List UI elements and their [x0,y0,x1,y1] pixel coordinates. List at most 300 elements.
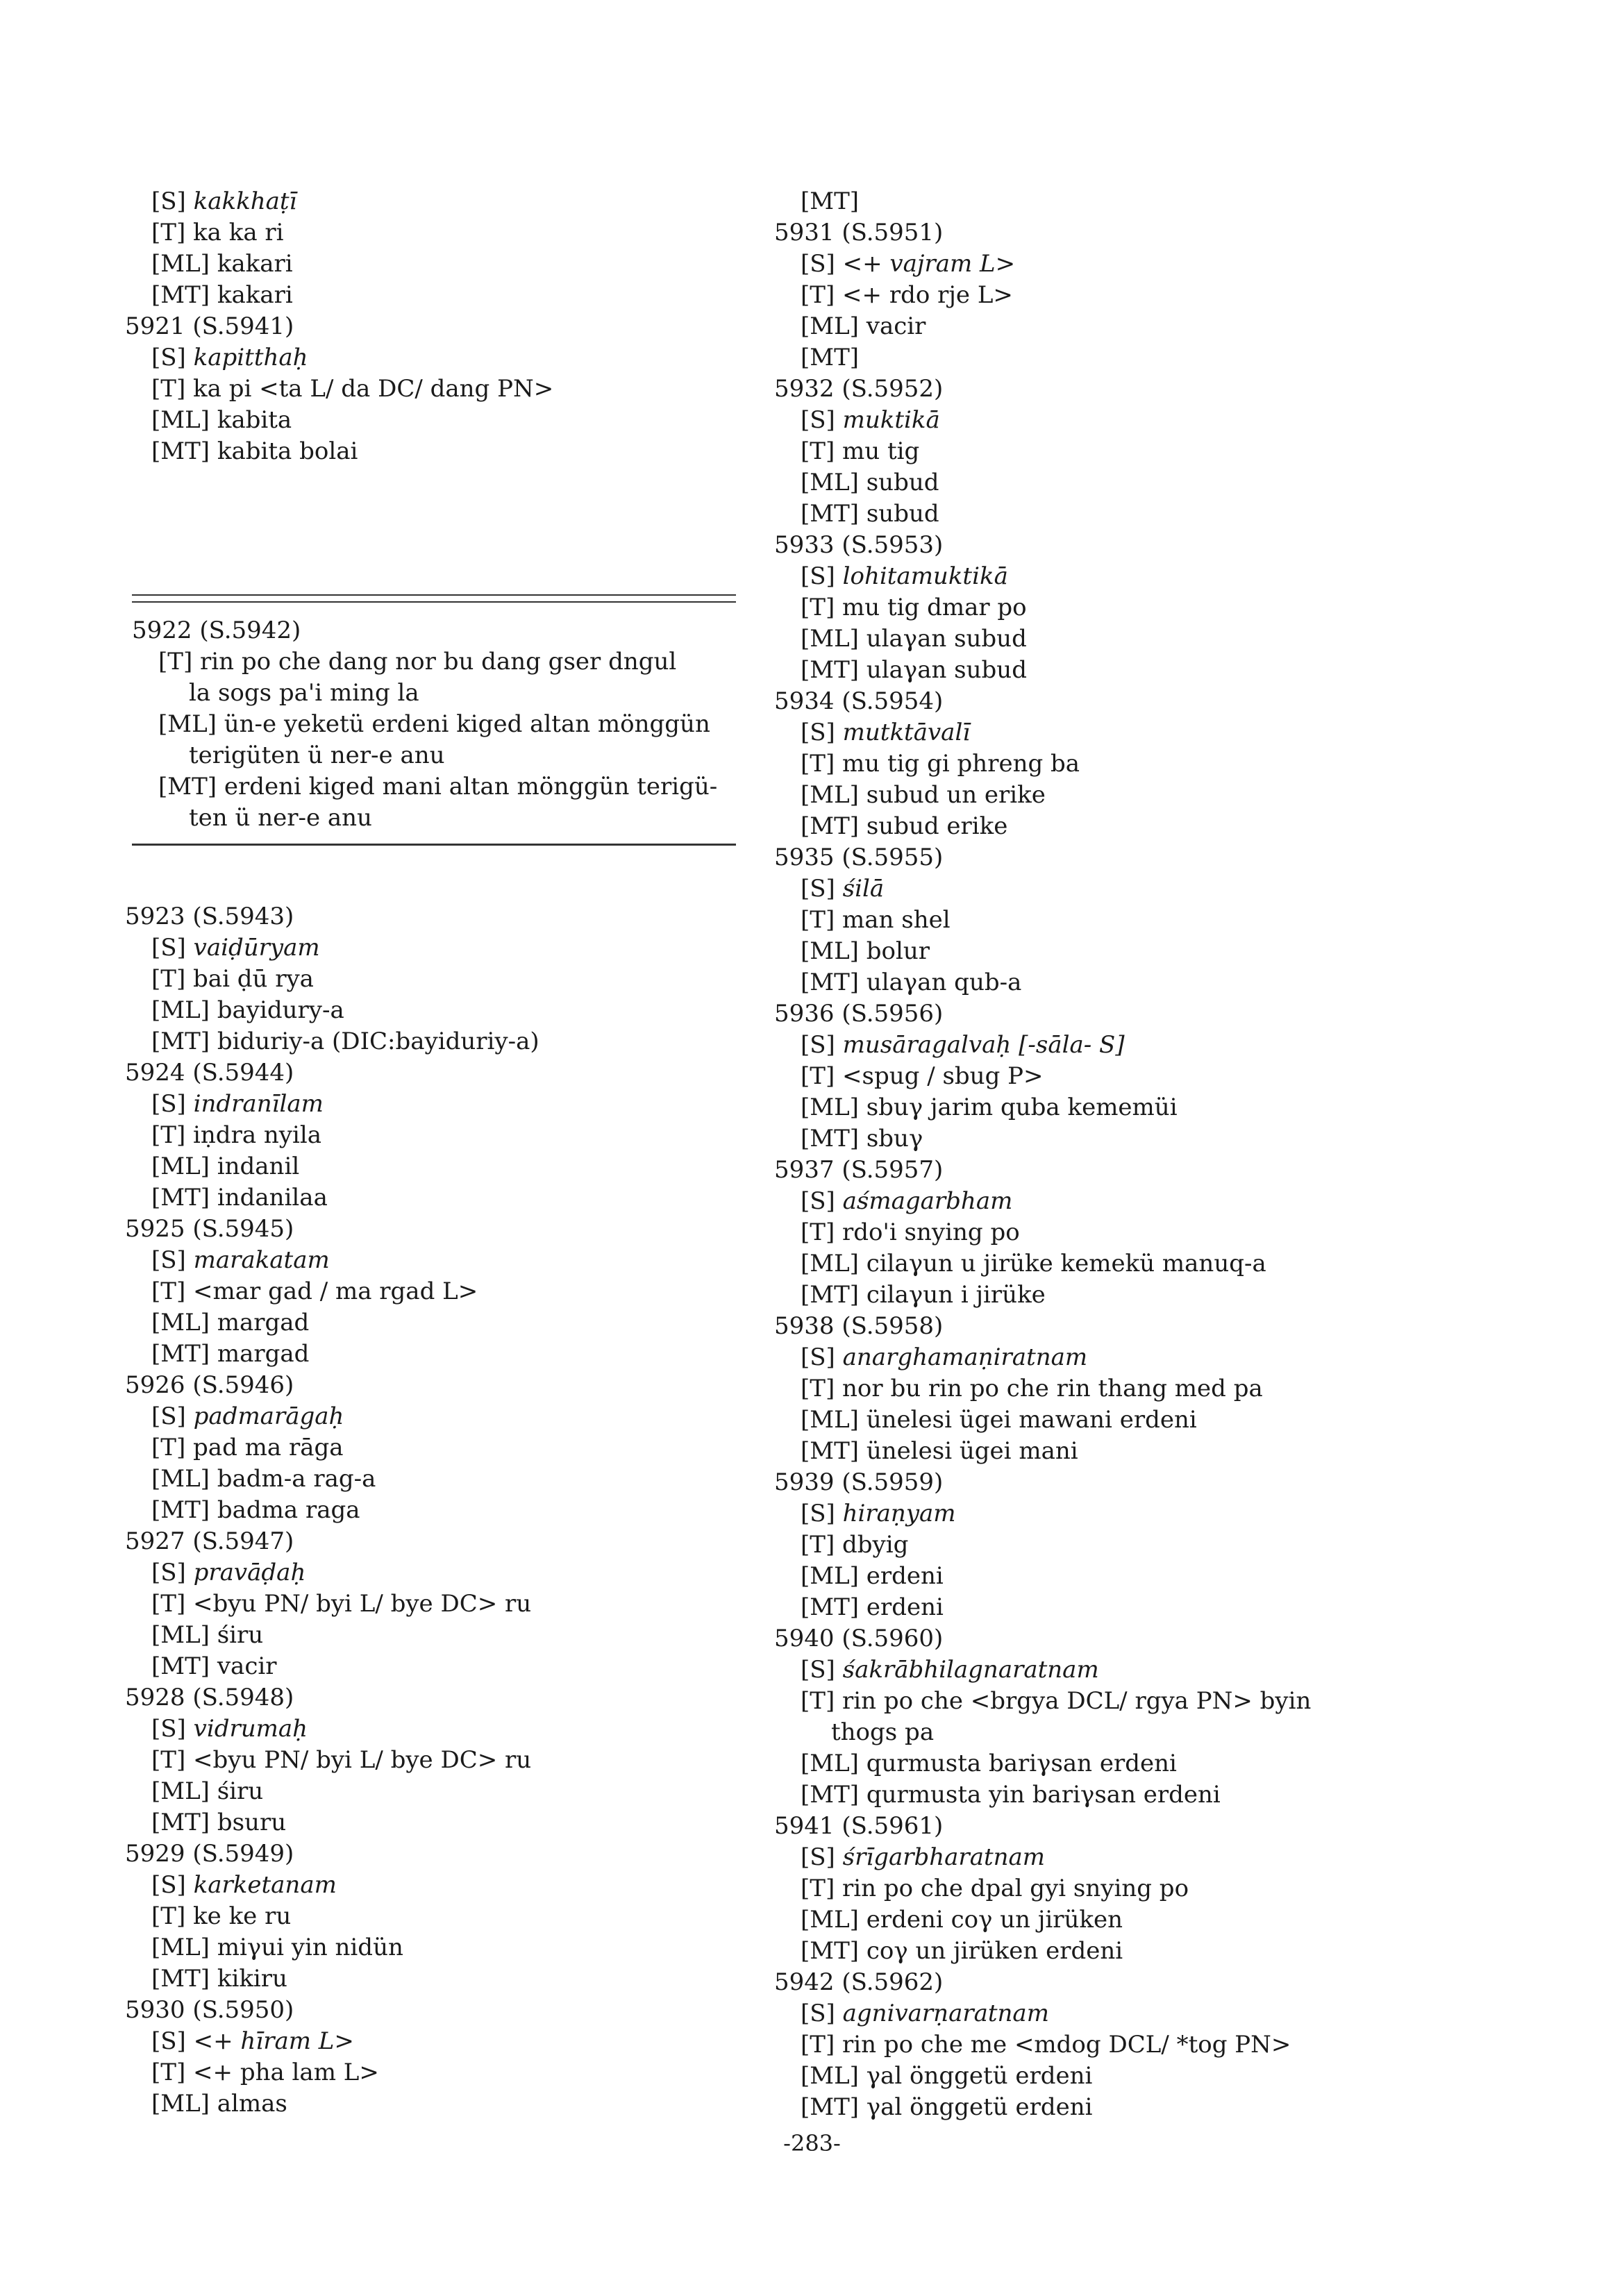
language-tag: [ML] [801,1750,859,1777]
language-tag: [S] [801,1500,835,1527]
entry-line [125,1120,736,1151]
language-tag: [S] [151,1090,186,1118]
entry-text: badm-a rag-a [217,1465,376,1493]
entry-line [774,1248,1468,1280]
entry-text: erdeni [866,1593,944,1621]
language-tag: [ML] [151,1465,210,1493]
language-tag: [ML] [151,406,210,434]
entry-text: <+ hīram L> [193,2027,354,2055]
entry-text: qurmusta yin bariγsan erdeni [866,1781,1221,1809]
language-tag: [ML] [801,937,859,965]
language-tag: [S] [801,1843,835,1871]
entry-text: (S.5961) [842,1812,944,1840]
language-tag: [ML] [151,1153,210,1180]
entry-text: rin po che me <mdog DCL/ *tog PN> [842,2031,1291,2059]
entry-text: terigüten ü ner-e anu [189,741,445,769]
entry-text: subud [866,469,939,496]
entry-text: iṇdra nyila [193,1121,322,1149]
language-tag: [ML] [801,625,859,653]
language-tag: [MT] [151,1809,210,1836]
entry-text: lohitamuktikā [842,562,1008,590]
entry-text: rin po che <brgya DCL/ rgya PN> byin [842,1687,1312,1715]
entry-line [774,748,1468,780]
entry-number: 5928 [125,1684,185,1711]
entry-text: śrīgarbharatnam [842,1843,1046,1871]
page-number: -283- [783,2130,841,2156]
entry-number: 5939 [774,1468,835,1496]
entry-text: (S.5952) [842,375,944,403]
entry-line [774,1280,1468,1311]
entry-text: ün-e yeketü erdeni kiged altan mönggün [224,710,710,738]
entry-text: hiraṇyam [842,1500,956,1527]
entry-text: (S.5948) [192,1684,294,1711]
entry-text: kapitthaḥ [193,344,308,371]
entry-line [774,1436,1468,1467]
language-tag: [S] [801,2000,835,2027]
entry-line [132,771,736,803]
language-tag: [S] [801,719,835,746]
language-tag: [T] [801,1062,835,1090]
language-tag: [ML] [801,1562,859,1590]
entry-line [125,1776,736,1807]
entry-line [774,717,1468,748]
entry-line [774,280,1468,311]
language-tag: [T] [801,1218,835,1246]
entry-text: almas [217,2090,287,2118]
entry-text: <+ pha lam L> [193,2059,379,2086]
entry-text: ünelesi ügei mani [866,1437,1078,1465]
entry-text: (S.5950) [192,1996,294,2024]
entry-text: cilaγun u jirüke kemekü manuq-a [866,1250,1266,1277]
language-tag: [S] [801,1187,835,1215]
entry-line [774,1561,1468,1592]
entry-number-line [125,1370,736,1401]
entry-text: (S.5957) [842,1156,944,1184]
language-tag: [S] [801,1343,835,1371]
entry-line [125,405,736,436]
entry-text: kabita bolai [217,437,358,465]
entry-text: anarghamaṇiratnam [842,1343,1088,1371]
entry-text: badma raga [217,1496,360,1524]
entry-line [774,1873,1468,1904]
entry-number-line [774,1811,1468,1842]
language-tag: [T] [801,1375,835,1402]
language-tag: [S] [151,1715,186,1743]
entry-line [125,1339,736,1370]
entry-text: γal önggetü erdeni [866,2062,1093,2090]
entry-number: 5929 [125,1840,185,1868]
entry-text: sbuγ [866,1125,923,1153]
entry-number-line [125,1526,736,1557]
entry-text: <mar gad / ma rgad L> [193,1277,478,1305]
entry-line [125,1901,736,1932]
language-tag: [MT] [151,1965,210,1993]
entry-text: marakatam [193,1246,330,1274]
entry-line [774,873,1468,905]
language-tag: [T] [151,1590,186,1618]
entry-number-line [774,374,1468,405]
left-column [125,186,736,2120]
entry-number-line [125,1057,736,1089]
entry-number: 5938 [774,1312,835,1340]
entry-text: erdeni coγ un jirüken [866,1906,1123,1934]
entry-line [774,1061,1468,1092]
language-tag: [T] [801,1875,835,1902]
entry-text: <+ rdo rje L> [842,281,1013,309]
language-tag: [S] [151,1402,186,1430]
entry-text: sbuγ jarim quba kememüi [866,1093,1178,1121]
entry-line [125,964,736,995]
entry-line [774,249,1468,280]
entry-number: 5940 [774,1625,835,1652]
entry-text: indanil [217,1153,300,1180]
entry-line [774,905,1468,936]
entry-text: subud erike [866,812,1008,840]
entry-text: (S.5943) [192,903,294,930]
language-tag: [ML] [158,710,217,738]
entry-number-line [774,530,1468,561]
entry-text: (S.5944) [192,1059,294,1087]
entry-text: rin po che dpal gyi snying po [842,1875,1189,1902]
language-tag: [MT] [801,500,860,528]
entry-line [125,342,736,374]
entry-line [774,1217,1468,1248]
language-tag: [T] [151,1277,186,1305]
entry-text: (S.5949) [192,1840,294,1868]
entry-number: 5930 [125,1996,185,2024]
entry-number: 5933 [774,531,835,559]
entry-line [774,2092,1468,2123]
entry-number-line [125,1214,736,1245]
entry-number-line [774,842,1468,873]
entry-text: (S.5958) [842,1312,944,1340]
entry-line [774,1654,1468,1686]
entry-line [125,249,736,280]
entry-line [774,1123,1468,1155]
entry-line [125,1276,736,1307]
entry-text: indranīlam [193,1090,324,1118]
entry-number: 5934 [774,687,835,715]
entry-text: ka ka ri [193,219,284,246]
entry-text: ka pi <ta L/ da DC/ dang PN> [193,375,554,403]
entry-text: (S.5947) [192,1527,294,1555]
language-tag: [S] [801,406,835,434]
right-entries [774,186,1468,2123]
entry-number-line [774,686,1468,717]
continuation-line [132,678,736,709]
entry-text: vacir [217,1652,277,1680]
entry-line [774,1092,1468,1123]
entry-line [125,217,736,249]
language-tag: [T] [151,219,186,246]
entry-text: man shel [842,906,951,934]
entry-line [774,1186,1468,1217]
entry-line [774,2061,1468,2092]
language-tag: [MT] [151,1340,210,1368]
entry-number-line [125,1995,736,2026]
language-tag: [MT] [801,1781,860,1809]
entry-line [125,1245,736,1276]
right-column [774,186,1468,2123]
entry-text: thogs pa [831,1718,935,1746]
entry-number-line [125,901,736,932]
language-tag: [T] [801,437,835,465]
entry-line [125,1089,736,1120]
entry-line [125,1432,736,1464]
entry-line [125,436,736,467]
entry-text: margad [217,1309,310,1336]
language-tag: [MT] [801,1937,860,1965]
entry-text: kakari [217,250,293,278]
entry-text: ulaγan subud [866,625,1027,653]
language-tag: [ML] [151,1621,210,1649]
language-tag: [T] [801,2031,835,2059]
entry-text: ten ü ner-e anu [189,804,372,832]
entry-line [774,2029,1468,2061]
entry-number: 5927 [125,1527,185,1555]
entry-text: <spug / sbug P> [842,1062,1044,1090]
entry-line [125,1932,736,1963]
entry-text: agnivarṇaratnam [842,2000,1049,2027]
language-tag: [S] [151,1871,186,1899]
entry-number: 5935 [774,844,835,871]
entry-number-line [125,311,736,342]
entry-text: śakrābhilagnaratnam [842,1656,1099,1684]
entry-line [125,1651,736,1682]
language-tag: [MT] [151,1184,210,1212]
entry-text: muktikā [842,406,940,434]
entry-line [774,1030,1468,1061]
entry-text: ünelesi ügei mawani erdeni [866,1406,1197,1434]
entry-text: subud un erike [866,781,1046,809]
language-tag: [S] [151,344,186,371]
entry-text: biduriy-a (DIC:bayiduriy-a) [217,1028,539,1055]
entry-text: miγui yin nidün [217,1934,403,1961]
language-tag: [S] [151,1246,186,1274]
language-tag: [MT] [151,1028,210,1055]
language-tag: [T] [151,965,186,993]
entry-number: 5924 [125,1059,185,1087]
entry-line [774,1405,1468,1436]
entry-number-line [132,615,736,646]
entry-number-line [774,1967,1468,1998]
entry-line [774,936,1468,967]
entry-text: bolur [866,937,930,965]
left-entries-bottom [125,901,736,2120]
entry-text: padmarāgaḥ [193,1402,344,1430]
entry-number: 5942 [774,1968,835,1996]
entry-text: rdo'i snying po [842,1218,1020,1246]
language-tag: [ML] [801,1906,859,1934]
language-tag: [T] [151,375,186,403]
entry-text: coγ un jirüken erdeni [866,1937,1123,1965]
entry-text: nor bu rin po che rin thang med pa [842,1375,1263,1402]
entry-line [774,811,1468,842]
entry-text: bai ḍū rya [193,965,314,993]
entry-line [774,592,1468,623]
language-tag: [MT] [801,1593,860,1621]
language-tag: [S] [801,250,835,278]
entry-line [774,311,1468,342]
entry-text: rin po che dang nor bu dang gser dngul [200,648,677,676]
language-tag: [T] [151,1121,186,1149]
entry-line [125,932,736,964]
language-tag: [S] [801,875,835,903]
entry-line [125,1557,736,1589]
entry-text: cilaγun i jirüke [866,1281,1046,1309]
entry-text: (S.5941) [192,312,294,340]
entry-line [125,186,736,217]
entry-line [125,1151,736,1182]
boxed-note [125,615,736,834]
entry-text: kabita [217,406,292,434]
spacer [125,846,736,901]
continuation-line [132,740,736,771]
entry-number: 5926 [125,1371,185,1399]
entry-number: 5936 [774,1000,835,1028]
entry-text: vaiḍūryam [193,934,320,962]
language-tag: [ML] [151,1309,210,1336]
entry-line [774,561,1468,592]
entry-text: <byu PN/ byi L/ bye DC> ru [193,1590,532,1618]
entry-text: qurmusta bariγsan erdeni [866,1750,1177,1777]
entry-number-line [774,1467,1468,1498]
language-tag: [MT] [801,1281,860,1309]
language-tag: [ML] [801,469,859,496]
entry-text: kakari [217,281,293,309]
entry-line [125,1713,736,1745]
entry-line [125,1589,736,1620]
entry-line [774,780,1468,811]
entry-number: 5941 [774,1812,835,1840]
entry-text: (S.5960) [842,1625,944,1652]
language-tag: [MT] [151,1496,210,1524]
language-tag: [ML] [801,1406,859,1434]
entry-text: la sogs pa'i ming la [189,679,419,707]
entry-line [774,1592,1468,1623]
entry-text: pad ma rāga [193,1434,344,1461]
entry-text: margad [217,1340,310,1368]
entry-text: aśmagarbham [842,1187,1013,1215]
entry-text: ulaγan qub-a [866,969,1022,996]
entry-text: vidrumaḥ [193,1715,308,1743]
language-tag: [ML] [151,1934,210,1961]
language-tag: [T] [801,750,835,778]
entry-text: mutktāvalī [842,719,971,746]
language-tag: [S] [151,187,186,215]
spacer [125,467,736,589]
language-tag: [MT] [151,437,210,465]
entry-text: kakkhaṭī [193,187,297,215]
double-rule [132,594,736,603]
language-tag: [MT] [151,1652,210,1680]
entry-line [125,995,736,1026]
entry-line [774,967,1468,998]
entry-text: śiru [217,1621,264,1649]
entry-text: (S.5946) [192,1371,294,1399]
entry-line [125,1745,736,1776]
entry-text: śiru [217,1777,264,1805]
entry-line [125,280,736,311]
entry-text: <+ vajram L> [842,250,1016,278]
entry-number-line [774,998,1468,1030]
entry-line [125,1963,736,1995]
entry-text: subud [866,500,939,528]
entry-number-line [774,217,1468,249]
entry-number: 5922 [132,617,192,644]
entry-text: bayidury-a [217,996,344,1024]
entry-line [125,1620,736,1651]
entry-number-line [774,1311,1468,1342]
entry-number-line [774,1155,1468,1186]
entry-text: (S.5959) [842,1468,944,1496]
entry-text: (S.5962) [842,1968,944,1996]
entry-number: 5925 [125,1215,185,1243]
language-tag: [T] [151,1902,186,1930]
entry-line [774,1686,1468,1717]
entry-number: 5921 [125,312,185,340]
entry-text: <byu PN/ byi L/ bye DC> ru [193,1746,532,1774]
entry-line [774,342,1468,374]
language-tag: [ML] [151,1777,210,1805]
language-tag: [MT] [801,1437,860,1465]
language-tag: [MT] [801,812,860,840]
entry-line [774,1904,1468,1936]
entry-number-line [125,1838,736,1870]
entry-line [125,1307,736,1339]
entry-line [125,2057,736,2088]
entry-number-line [125,1682,736,1713]
language-tag: [MT] [801,656,860,684]
continuation-line [774,1717,1468,1748]
entry-line [774,1842,1468,1873]
language-tag: [ML] [801,1093,859,1121]
language-tag: [S] [801,1656,835,1684]
entry-line [774,1373,1468,1405]
entry-line [125,2026,736,2057]
entry-line [125,1026,736,1057]
entry-number: 5932 [774,375,835,403]
language-tag: [S] [151,2027,186,2055]
entry-line [774,1530,1468,1561]
entry-line [125,1495,736,1526]
entry-line [125,1870,736,1901]
entry-text: karketanam [193,1871,337,1899]
entry-text: erdeni kiged mani altan mönggün terigü- [224,773,718,801]
language-tag: [MT] [801,2093,860,2121]
entry-text: (S.5953) [842,531,944,559]
entry-number-line [774,1623,1468,1654]
entry-line [132,709,736,740]
entry-number: 5937 [774,1156,835,1184]
entry-line [774,655,1468,686]
entry-text: pravāḍaḥ [193,1559,306,1586]
language-tag: [ML] [801,2062,859,2090]
language-tag: [S] [801,562,835,590]
language-tag: [T] [801,281,835,309]
entry-text: (S.5951) [842,219,944,246]
entry-text: (S.5954) [842,687,944,715]
entry-line [774,405,1468,436]
entry-number: 5923 [125,903,185,930]
entry-line [774,498,1468,530]
language-tag: [MT] [801,344,860,371]
language-tag: [S] [151,934,186,962]
language-tag: [MT] [158,773,217,801]
language-tag: [T] [158,648,193,676]
entry-text: γal önggetü erdeni [866,2093,1093,2121]
entry-text: ke ke ru [193,1902,292,1930]
